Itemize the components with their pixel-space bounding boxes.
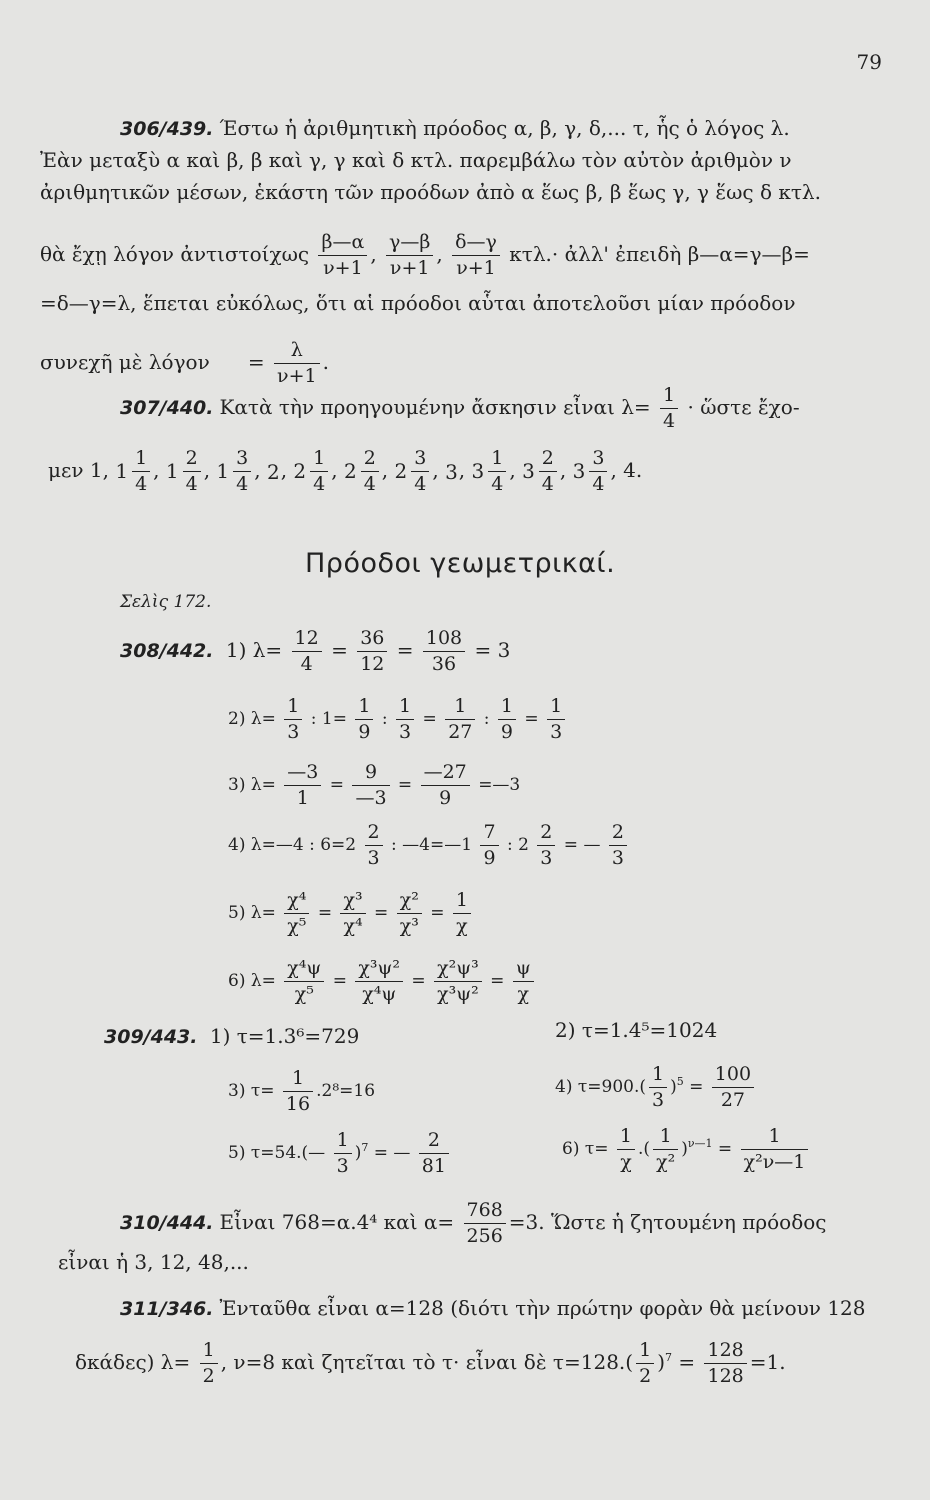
mixed-number: 3 $\frac{2}{4}$ [522, 448, 560, 495]
fraction: $\frac{1}{\chi}$ [617, 1126, 635, 1173]
fraction: $\frac{\text{χ⁴ψ}}{\text{χ⁵}}$ [284, 958, 324, 1005]
p309-item3: 3) τ= $\frac{1}{16}$ .2⁸=16 [228, 1067, 376, 1115]
fraction: $\frac{\text{χ²}}{\text{χ³}}$ [397, 890, 422, 937]
fraction: $\frac{1}{4}$ [132, 448, 150, 495]
fraction: $\frac{1}{4}$ [660, 385, 678, 432]
p306-line1: 306/439. Έστω ἡ ἀριθμητικὴ πρόοδος α, β, γ, δ,... τ, ἧς ὁ λόγος λ. [120, 116, 790, 140]
p306-line6: συνεχῆ μὲ λόγον = $\frac{\lambda}{\nu+1}$ . [40, 339, 329, 387]
mixed-number: 1 $\frac{2}{4}$ [166, 448, 204, 495]
page-number: 79 [856, 50, 882, 74]
fraction: $\frac{1}{3}$ [547, 696, 565, 743]
fraction: $\frac{—3}{1}$ [284, 762, 321, 809]
p311-ref: 311/346. [120, 1298, 214, 1320]
fraction: $\frac{1}{3}$ [396, 696, 414, 743]
fraction: $\frac{\text{χ²ψ³}}{\text{χ³ψ²}}$ [434, 958, 482, 1005]
fraction: $\frac{12}{4}$ [292, 628, 322, 675]
fraction: $\frac{1}{3}$ [649, 1064, 667, 1111]
fraction: $\frac{1}{9}$ [355, 696, 373, 743]
mixed-number: 3 $\frac{1}{4}$ [472, 448, 510, 495]
fraction: $\frac{\lambda}{\nu+1}$ [274, 340, 320, 387]
p306-ref: 306/439. [120, 118, 214, 140]
p308-ref: 308/442. [120, 639, 214, 662]
mixed-number: 2 [266, 460, 280, 485]
fraction: $\frac{2}{4}$ [361, 448, 379, 495]
p309-item2: 2) τ=1.4⁵=1024 [555, 1018, 718, 1042]
fraction: $\frac{1}{3}$ [284, 696, 302, 743]
p307-line1: 307/440. Κατὰ τὴν προηγουμένην ἄσκησιν εἶναι λ= $\frac{1}{4}$ · ὥστε ἔχο- [120, 384, 800, 432]
mixed-number: 3 $\frac{3}{4}$ [573, 448, 611, 495]
p309-line1: 309/443. 1) τ=1.3⁶=729 [104, 1024, 360, 1048]
p308-line6: 6) λ= $\frac{\text{χ⁴ψ}}{\text{χ⁵}}$ = $\frac{\text{χ³ψ²}}{\text{χ⁴ψ}}$ = $\frac{\text{χ²ψ³}}{\text{χ³ψ²}}$ = $\frac{\psi}{\chi}$ [228, 958, 537, 1005]
fraction: $\frac{9}{—3}$ [352, 762, 389, 809]
fraction: $\frac{\text{χ⁴}}{\text{χ⁵}}$ [284, 890, 309, 937]
fraction: $\frac{\beta—\alpha}{\nu+1}$ [318, 232, 367, 279]
fraction: $\frac{2}{81}$ [419, 1130, 449, 1177]
p310-line1: 310/444. Εἶναι 768=α.4⁴ καὶ α= $\frac{768}{256}$ =3. Ὥστε ἡ ζητουμένη πρόοδος [120, 1199, 827, 1247]
fraction: $\frac{\gamma—\beta}{\nu+1}$ [386, 232, 433, 279]
fraction: $\frac{\text{χ³}}{\text{χ⁴}}$ [340, 890, 365, 937]
fraction: $\frac{\text{χ³ψ²}}{\text{χ⁴ψ}}$ [355, 958, 403, 1005]
p307-terms: μεν 1, 1 $\frac{1}{4}$ , 1 $\frac{2}{4}$ , 1 $\frac{3}{4}$ , 2, 2 $\frac{1}{4}$ , 2 $\frac{2}{4}$ , 2 $\frac{3}{4}$ , 3, 3 $\frac{1}{4}$ , 3 $\frac{2}{4}$ , 3 $\frac{3}{4}$ , 4. [48, 447, 643, 495]
p309-item5: 5) τ=54.(— $\frac{1}{3}$ )$^7$ = — $\frac{2}{81}$ [228, 1130, 452, 1177]
mixed-number: 2 $\frac{1}{4}$ [293, 448, 331, 495]
fraction: $\frac{2}{3}$ [537, 822, 555, 869]
fraction: $\frac{1}{3}$ [334, 1130, 352, 1177]
fraction: $\frac{3}{4}$ [411, 448, 429, 495]
fraction: $\frac{\delta—\gamma}{\nu+1}$ [452, 232, 500, 279]
section-heading: Πρόοδοι γεωμετρικαί. [305, 548, 616, 579]
fraction: $\frac{2}{4}$ [539, 448, 557, 495]
p308-line4: 4) λ=—4 : 6=2 $\frac{2}{3}$ : —4=—1 $\frac{7}{9}$ : 2 $\frac{2}{3}$ = — $\frac{2}{3}$ [228, 822, 630, 869]
fraction: $\frac{\psi}{\chi}$ [513, 958, 534, 1005]
fraction: $\frac{7}{9}$ [480, 822, 498, 869]
fraction: $\frac{1}{\text{χ²ν—1}}$ [741, 1126, 809, 1173]
fraction: $\frac{—27}{9}$ [421, 762, 470, 809]
fraction: $\frac{1}{\chi}$ [453, 890, 471, 937]
mixed-number: 1 $\frac{3}{4}$ [216, 448, 254, 495]
p308-line1: 308/442. 1) λ= $\frac{12}{4}$ = $\frac{36}{12}$ = $\frac{108}{36}$ = 3 [120, 627, 511, 675]
fraction: $\frac{108}{36}$ [423, 628, 465, 675]
fraction: $\frac{2}{3}$ [609, 822, 627, 869]
p308-line5: 5) λ= $\frac{\text{χ⁴}}{\text{χ⁵}}$ = $\frac{\text{χ³}}{\text{χ⁴}}$ = $\frac{\text{χ²}}{\text{χ³}}$ = $\frac{1}{\chi}$ [228, 890, 474, 937]
fraction: $\frac{1}{\text{χ²}}$ [653, 1126, 678, 1173]
p306-line2: Ἐὰν μεταξὺ α καὶ β, β καὶ γ, γ καὶ δ κτλ. παρεμβάλω τὸν αὐτὸν ἀριθμὸν ν [40, 148, 792, 172]
page-reference: Σελὶς 172. [120, 592, 212, 612]
fraction: $\frac{2}{3}$ [365, 822, 383, 869]
p311-line2: δκάδες) λ= $\frac{1}{2}$ , ν=8 καὶ ζητεῖται τὸ τ· εἶναι δὲ τ=128.( $\frac{1}{2}$ )$^7$ = $\frac{128}{128}$ =1. [75, 1339, 786, 1387]
p308-line3: 3) λ= $\frac{—3}{1}$ = $\frac{9}{—3}$ = $\frac{—27}{9}$ =—3 [228, 761, 521, 809]
mixed-number: 2 $\frac{3}{4}$ [395, 448, 433, 495]
fraction: $\frac{1}{27}$ [445, 696, 475, 743]
p310-ref: 310/444. [120, 1211, 214, 1234]
p311-line1: 311/346. Ἐνταῦθα εἶναι α=128 (διότι τὴν πρώτην φορὰν θὰ μείνουν 128 [120, 1296, 866, 1320]
fraction: $\frac{128}{128}$ [704, 1340, 746, 1387]
p308-line2: 2) λ= $\frac{1}{3}$ : 1= $\frac{1}{9}$ : $\frac{1}{3}$ = $\frac{1}{27}$ : $\frac{1}{9}$ = $\frac{1}{3}$ [228, 696, 568, 743]
fraction: $\frac{2}{4}$ [183, 448, 201, 495]
p309-ref: 309/443. [104, 1026, 198, 1048]
mixed-number: 3 [445, 460, 458, 485]
fraction: $\frac{3}{4}$ [233, 448, 251, 495]
fraction: $\frac{36}{12}$ [357, 628, 387, 675]
fraction: $\frac{1}{9}$ [498, 696, 516, 743]
fraction: $\frac{100}{27}$ [712, 1064, 754, 1111]
fraction: $\frac{768}{256}$ [464, 1200, 506, 1247]
fraction: $\frac{1}{16}$ [283, 1068, 313, 1115]
fraction: $\frac{1}{2}$ [636, 1340, 654, 1387]
p306-line4: θὰ ἔχῃ λόγον ἀντιστοίχως $\frac{\beta—\alpha}{\nu+1}$ , $\frac{\gamma—\beta}{\nu+1}$ , $\frac{\delta—\gamma}{\nu+1}$ κτλ.· ἀλλ' ἐπειδὴ β—α=γ—β= [40, 231, 810, 279]
p307-ref: 307/440. [120, 396, 214, 419]
p310-line2: εἶναι ἡ 3, 12, 48,... [58, 1250, 249, 1274]
p309-item6: 6) τ= $\frac{1}{\chi}$ .( $\frac{1}{\text{χ²}}$ )$^{\nu—1}$ = $\frac{1}{\text{χ²ν—1}}$ [562, 1126, 811, 1173]
p309-item4: 4) τ=900.( $\frac{1}{3}$ )$^5$ = $\frac{100}{27}$ [555, 1064, 757, 1111]
fraction: $\frac{1}{4}$ [488, 448, 506, 495]
fraction: $\frac{1}{2}$ [200, 1340, 218, 1387]
progression-terms: 1 $\frac{1}{4}$ , 1 $\frac{2}{4}$ , 1 $\frac{3}{4}$ , 2, 2 $\frac{1}{4}$ , 2 $\frac{2}{4}$ , 2 $\frac{3}{4}$ , 3, 3 $\frac{1}{4}$ , 3 $\frac{2}{4}$ , 3 $\frac{3}{4}$ [115, 458, 610, 482]
mixed-number: 1 $\frac{1}{4}$ [115, 448, 153, 495]
p306-line5: =δ—γ=λ, ἕπεται εὐκόλως, ὅτι αἱ πρόοδοι αὗται ἀποτελοῦσι μίαν πρόοδον [40, 291, 796, 315]
fraction: $\frac{3}{4}$ [589, 448, 607, 495]
mixed-number: 2 $\frac{2}{4}$ [344, 448, 382, 495]
fraction: $\frac{1}{4}$ [310, 448, 328, 495]
p306-line3: ἀριθμητικῶν μέσων, ἑκάστη τῶν προόδων ἀπὸ α ἕως β, β ἕως γ, γ ἕως δ κτλ. [40, 180, 821, 204]
